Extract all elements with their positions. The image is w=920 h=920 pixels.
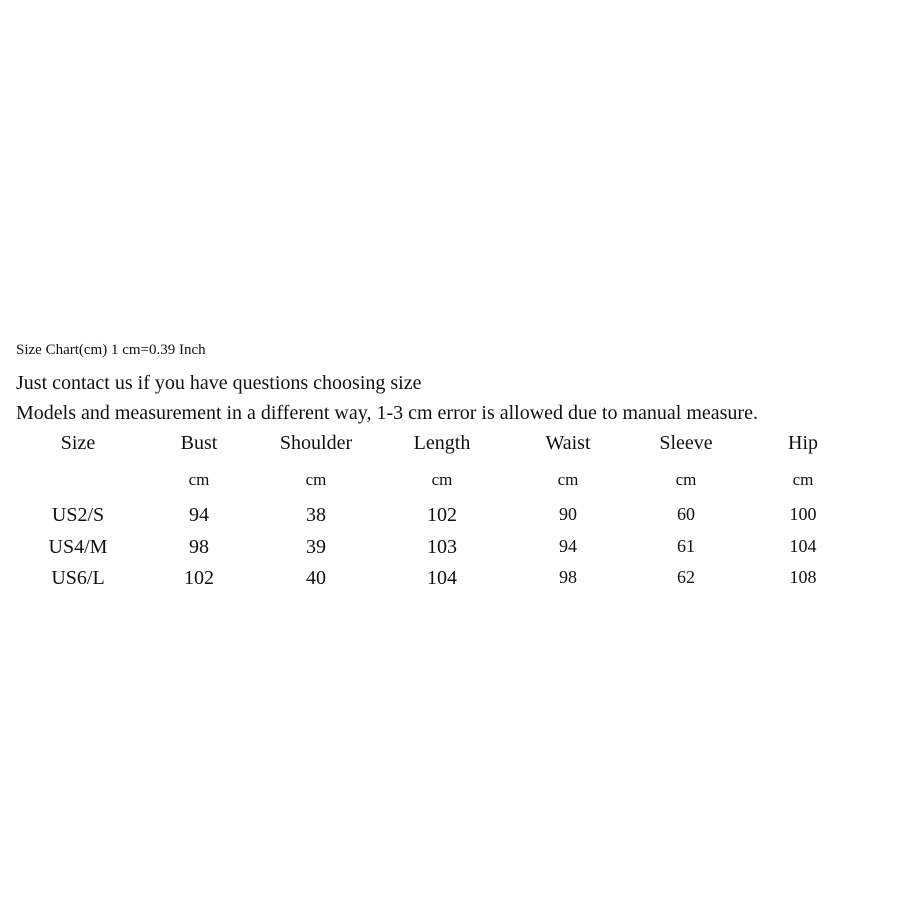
table-cell-sleeve: 61 <box>677 536 695 556</box>
table-cell-length: 102 <box>427 504 457 526</box>
table-cell-waist: 98 <box>559 567 577 587</box>
size-label: US2/S <box>51 504 105 526</box>
unit-label-bust: cm <box>188 470 210 489</box>
unit-label-hip: cm <box>792 470 814 489</box>
unit-label-sleeve: cm <box>675 470 697 489</box>
table-cell-bust: 102 <box>184 567 214 589</box>
column-header-shoulder: Shoulder <box>279 432 353 454</box>
column-header-length: Length <box>413 432 471 454</box>
table-cell-bust: 98 <box>189 536 209 558</box>
unit-label-waist: cm <box>557 470 579 489</box>
unit-label-length: cm <box>431 470 453 489</box>
table-cell-length: 104 <box>427 567 457 589</box>
column-header-sleeve: Sleeve <box>659 432 713 454</box>
measurement-note: Models and measurement in a different way, 1-3 cm error is allowed due to manual measure. <box>16 402 758 424</box>
table-cell-shoulder: 38 <box>306 504 326 526</box>
table-cell-hip: 104 <box>789 536 817 556</box>
table-cell-length: 103 <box>427 536 457 558</box>
column-header-bust: Bust <box>180 432 218 454</box>
table-cell-waist: 90 <box>559 504 577 524</box>
table-cell-waist: 94 <box>559 536 577 556</box>
table-cell-hip: 108 <box>789 567 817 587</box>
table-cell-bust: 94 <box>189 504 209 526</box>
column-header-hip: Hip <box>788 432 818 454</box>
table-cell-sleeve: 62 <box>677 567 695 587</box>
size-label: US4/M <box>48 536 108 558</box>
column-header-size: Size <box>60 432 96 454</box>
table-cell-sleeve: 60 <box>677 504 695 524</box>
unit-label-shoulder: cm <box>305 470 327 489</box>
size-label: US6/L <box>51 567 105 589</box>
table-cell-shoulder: 40 <box>306 567 326 589</box>
table-cell-hip: 100 <box>789 504 817 524</box>
contact-note: Just contact us if you have questions choosing size <box>16 372 422 394</box>
size-chart-title: Size Chart(cm) 1 cm=0.39 Inch <box>16 342 206 358</box>
column-header-waist: Waist <box>545 432 591 454</box>
table-cell-shoulder: 39 <box>306 536 326 558</box>
